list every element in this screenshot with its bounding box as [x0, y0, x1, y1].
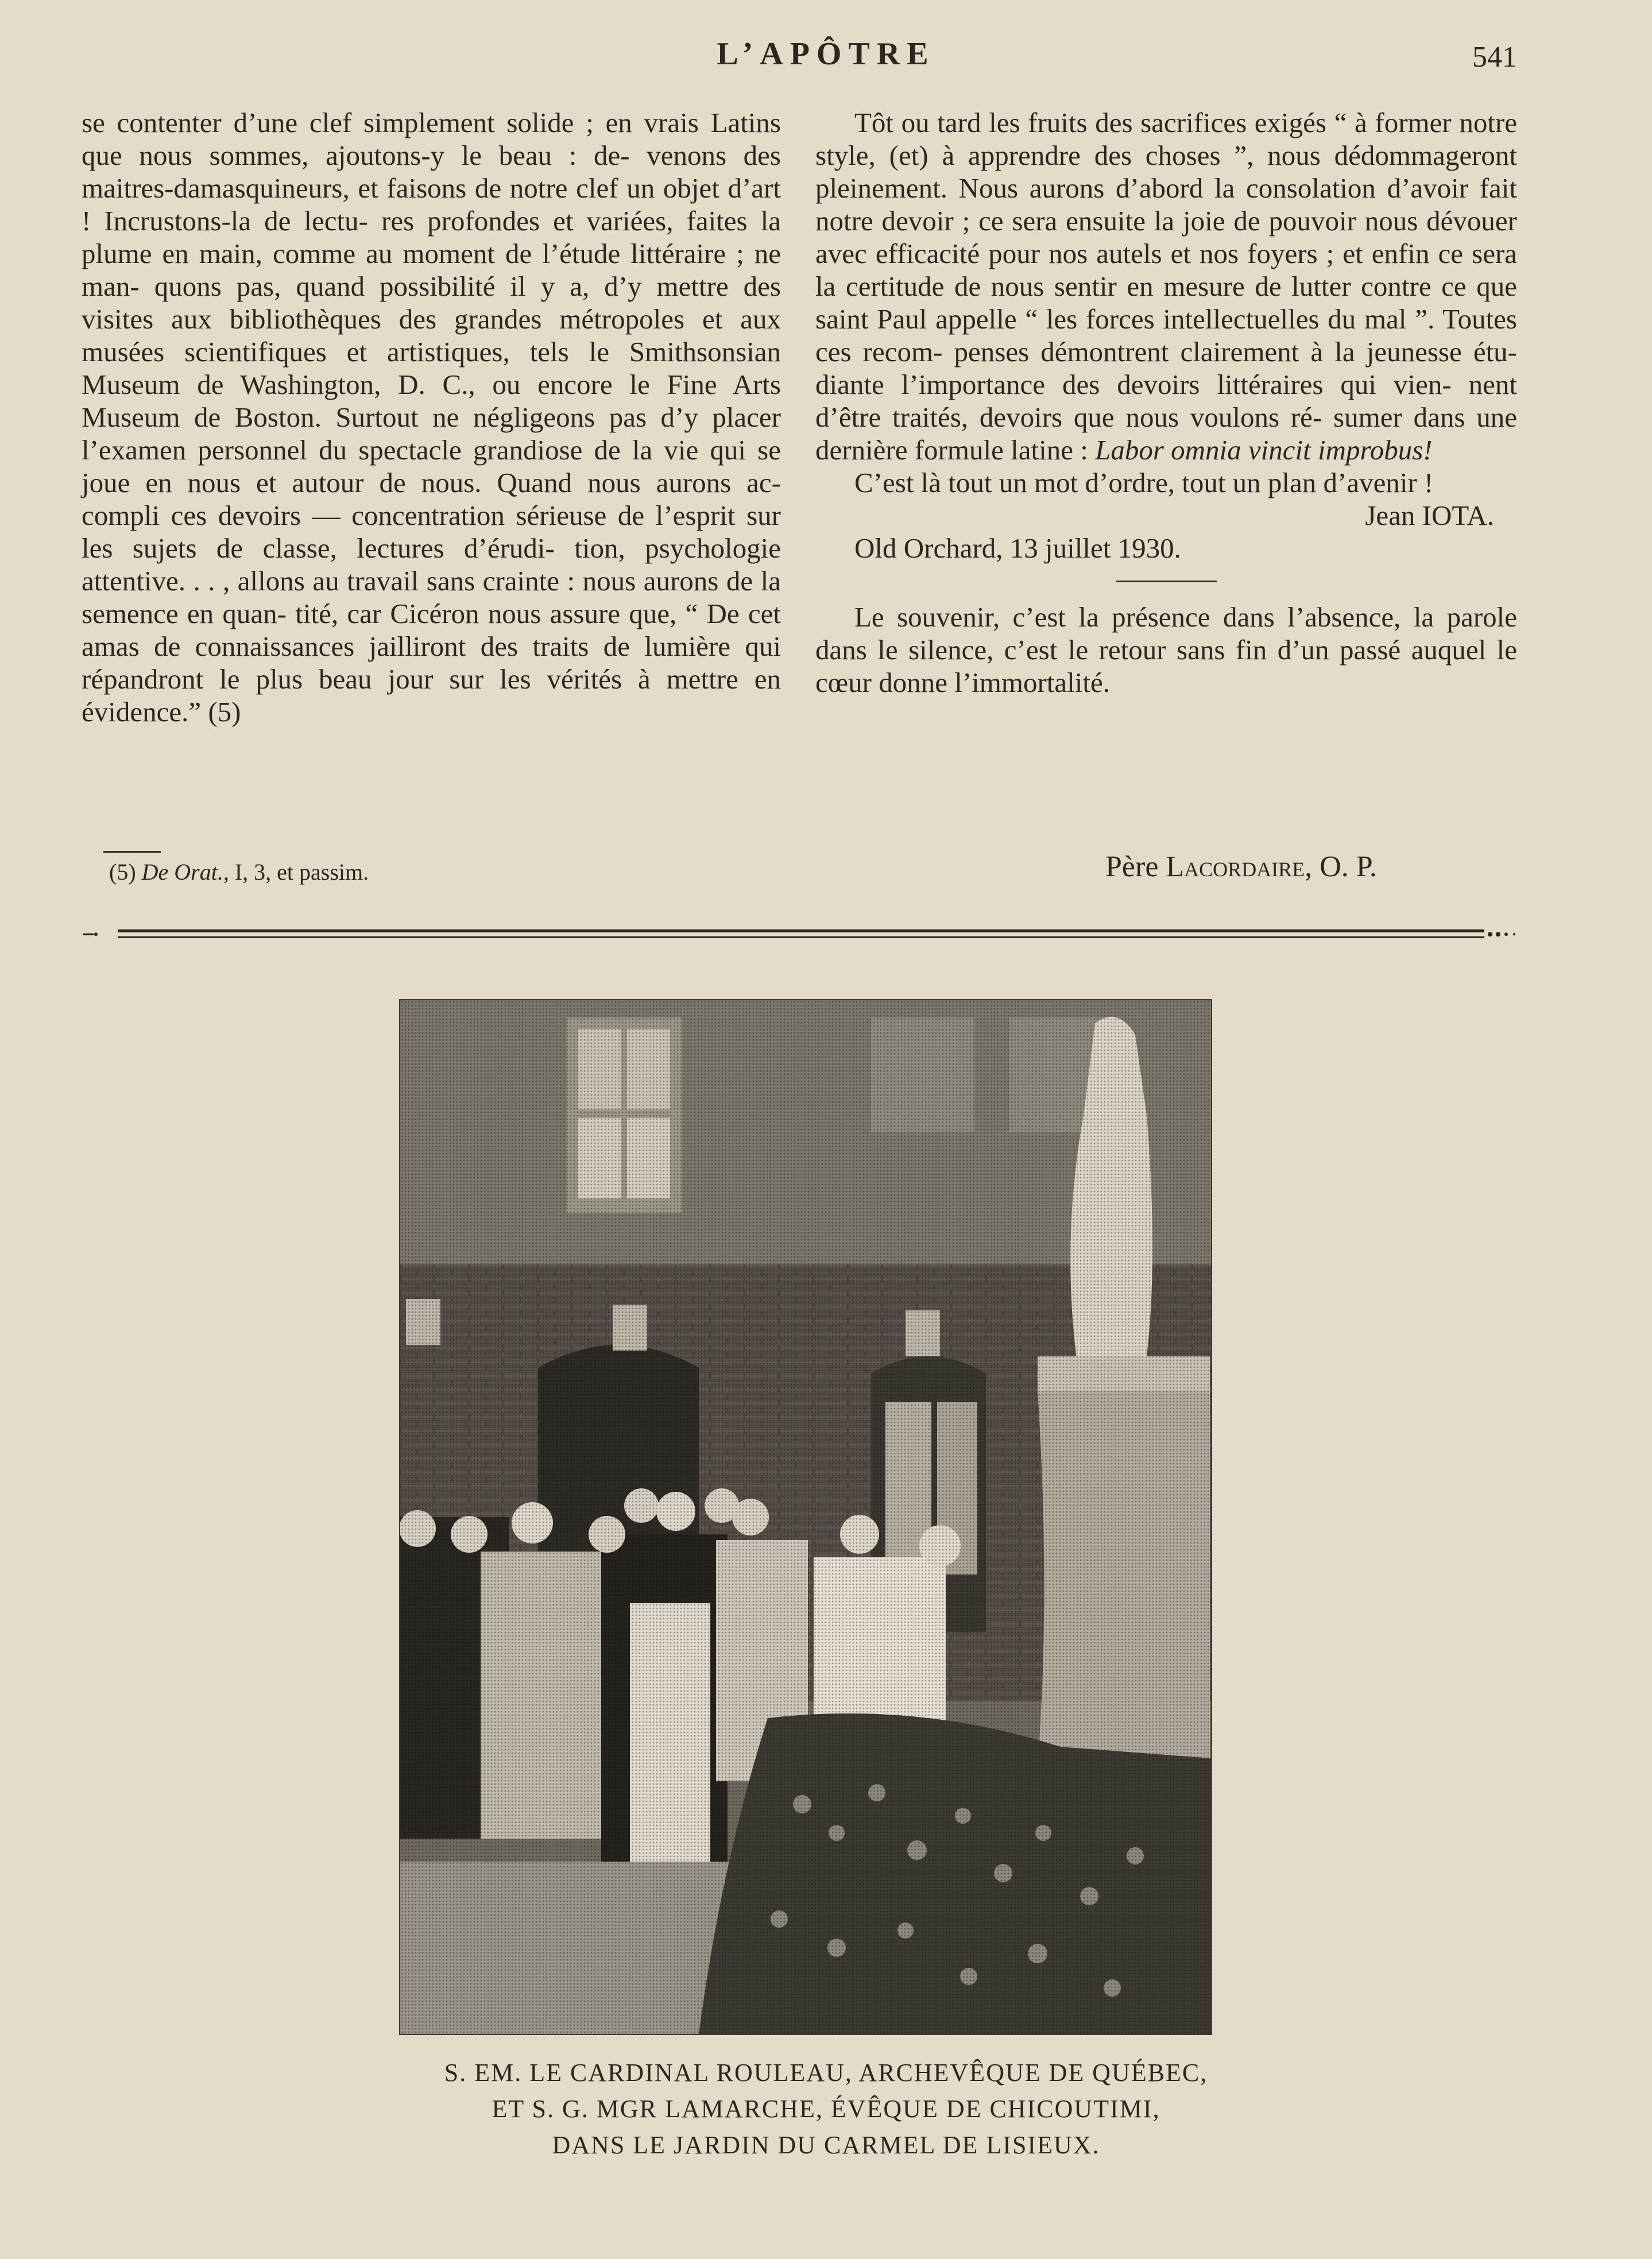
text-line: la parole dans le silence, c’est le retour sans fin [815, 601, 1517, 666]
caption-line: S. EM. LE CARDINAL ROULEAU, ARCHEVÊQUE DE QUÉBEC, [444, 2059, 1208, 2087]
text-line: tité, car Cicéron nous assure que, “ De cet amas [82, 598, 781, 662]
text-line: Le souvenir, c’est la présence dans l’absence, [854, 601, 1401, 633]
quote-author-name: Lacordaire [1166, 850, 1305, 883]
photo-caption [0, 2055, 1652, 2163]
text-line: res profondes et variées, faites la plume en main, [82, 205, 781, 269]
quote-author [1105, 850, 1377, 884]
caption-line: ET S. G. MGR LAMARCHE, ÉVÊQUE DE CHICOUTIMI, [492, 2095, 1160, 2123]
right-column-paragraph [815, 466, 1517, 499]
halftone-photograph [399, 999, 1212, 2035]
text-line: diante l’importance des devoirs littéraires qui vien- [815, 369, 1452, 400]
text-line: d’abord la consolation d’avoir fait notre devoir ; [815, 172, 1517, 237]
caption-line: DANS LE JARDIN DU CARMEL DE LISIEUX. [552, 2131, 1100, 2159]
text-line: se contenter d’une clef simplement solide ; en vrais [82, 107, 699, 138]
text-line: du spectacle grandiose de la vie qui se joue en [82, 434, 781, 498]
text-line: visites aux bibliothèques des grandes métropoles [82, 303, 685, 335]
ornamental-divider [83, 927, 1519, 941]
text-line: compli ces devoirs — concentration sérieuse de [82, 500, 645, 531]
text-line: avec efficacité pour nos autels et nos foyers ; et [815, 238, 1363, 269]
signature: Jean IOTA. [1365, 500, 1494, 531]
footnote-source: De Orat., [141, 859, 229, 885]
text-line: Latins que nous sommes, ajoutons-y le beau : de- [82, 107, 781, 171]
text-line: comme au moment de l’étude littéraire ; ne man- [82, 238, 781, 302]
text-line: mettre en évidence.” (5) [82, 663, 781, 728]
quote-author-prefix: Père [1105, 850, 1159, 883]
text-line: sans crainte : nous aurons de la semence en quan- [82, 565, 781, 629]
right-column [815, 106, 1517, 699]
text-line: ne négligeons pas d’y placer l’examen personnel [82, 401, 781, 466]
footnote [109, 858, 369, 885]
latin-motto: Labor [1095, 434, 1164, 466]
text-line: d’avenir ! [1323, 467, 1434, 498]
text-line: penses démontrent clairement à la jeunesse étu- [954, 336, 1517, 368]
text-line: C’est là tout un mot d’ordre, tout un plan [854, 467, 1317, 498]
text-line: ce sera ensuite la joie de pouvoir nous dévouer [978, 205, 1518, 237]
text-line: nous dédommageront pleinement. Nous aurons [815, 140, 1518, 204]
left-column [82, 106, 781, 728]
text-line: quons pas, quand possibilité il y a, d’y mettre des [154, 270, 781, 302]
right-column-paragraph [815, 106, 1517, 466]
quote-author-suffix: , O. P. [1305, 850, 1377, 883]
page-number: 541 [1472, 41, 1517, 74]
quote-paragraph [815, 601, 1517, 699]
text-line: Tôt ou tard les fruits des sacrifices exigés “ à [854, 107, 1367, 138]
text-line: nous et autour de nous. Quand nous aurons ac- [187, 467, 781, 498]
text-line: Smithsonsian Museum de Washington, D. C., ou [82, 336, 781, 400]
text-line: d’un passé auquel le cœur donne l’immortalité. [815, 634, 1517, 698]
text-line: de connaissances jailliront des traits de lumière [154, 630, 731, 662]
footnote-rest: I, 3, et passim. [234, 859, 369, 885]
text-line: forces intellectuelles du mal ”. Toutes ces recom- [815, 303, 1517, 368]
left-column-paragraph [82, 106, 781, 728]
text-line: nent d’être traités, devoirs que nous voulons ré- [815, 369, 1518, 433]
section-rule [1116, 581, 1217, 582]
footnote-number: (5) [109, 859, 136, 885]
text-line: et aux musées scientifiques et artistiques, tels le [82, 303, 781, 368]
text-line: de lutter contre ce que saint Paul appelle “ les [815, 270, 1517, 335]
text-line: venons des maitres-damasquineurs, et faisons de [82, 140, 781, 204]
text-line: qui répandront le plus beau jour sur les vérités à [82, 630, 781, 695]
text-line: enfin ce sera la certitude de nous sentir en mesure [815, 238, 1518, 302]
footnote-rule [103, 851, 161, 853]
text-line: notre clef un objet d’art ! Incrustons-la de lectu- [82, 172, 781, 237]
text-line: l’esprit sur les sujets de classe, lectures d’érudi- [82, 500, 781, 564]
latin-motto: omnia vincit improbus! [1171, 434, 1433, 466]
text-line: encore le Fine Arts Museum de Boston. Surtout [82, 369, 781, 433]
text-line: tion, psychologie attentive. . . , allons au travail [82, 532, 781, 597]
text-line: former notre style, (et) à apprendre des choses ”, [815, 107, 1518, 171]
place-date: Old Orchard, 13 juillet 1930. [854, 532, 1181, 564]
text-line: sumer dans une dernière formule latine : [815, 401, 1517, 466]
running-head-title: L’APÔTRE [717, 36, 935, 72]
